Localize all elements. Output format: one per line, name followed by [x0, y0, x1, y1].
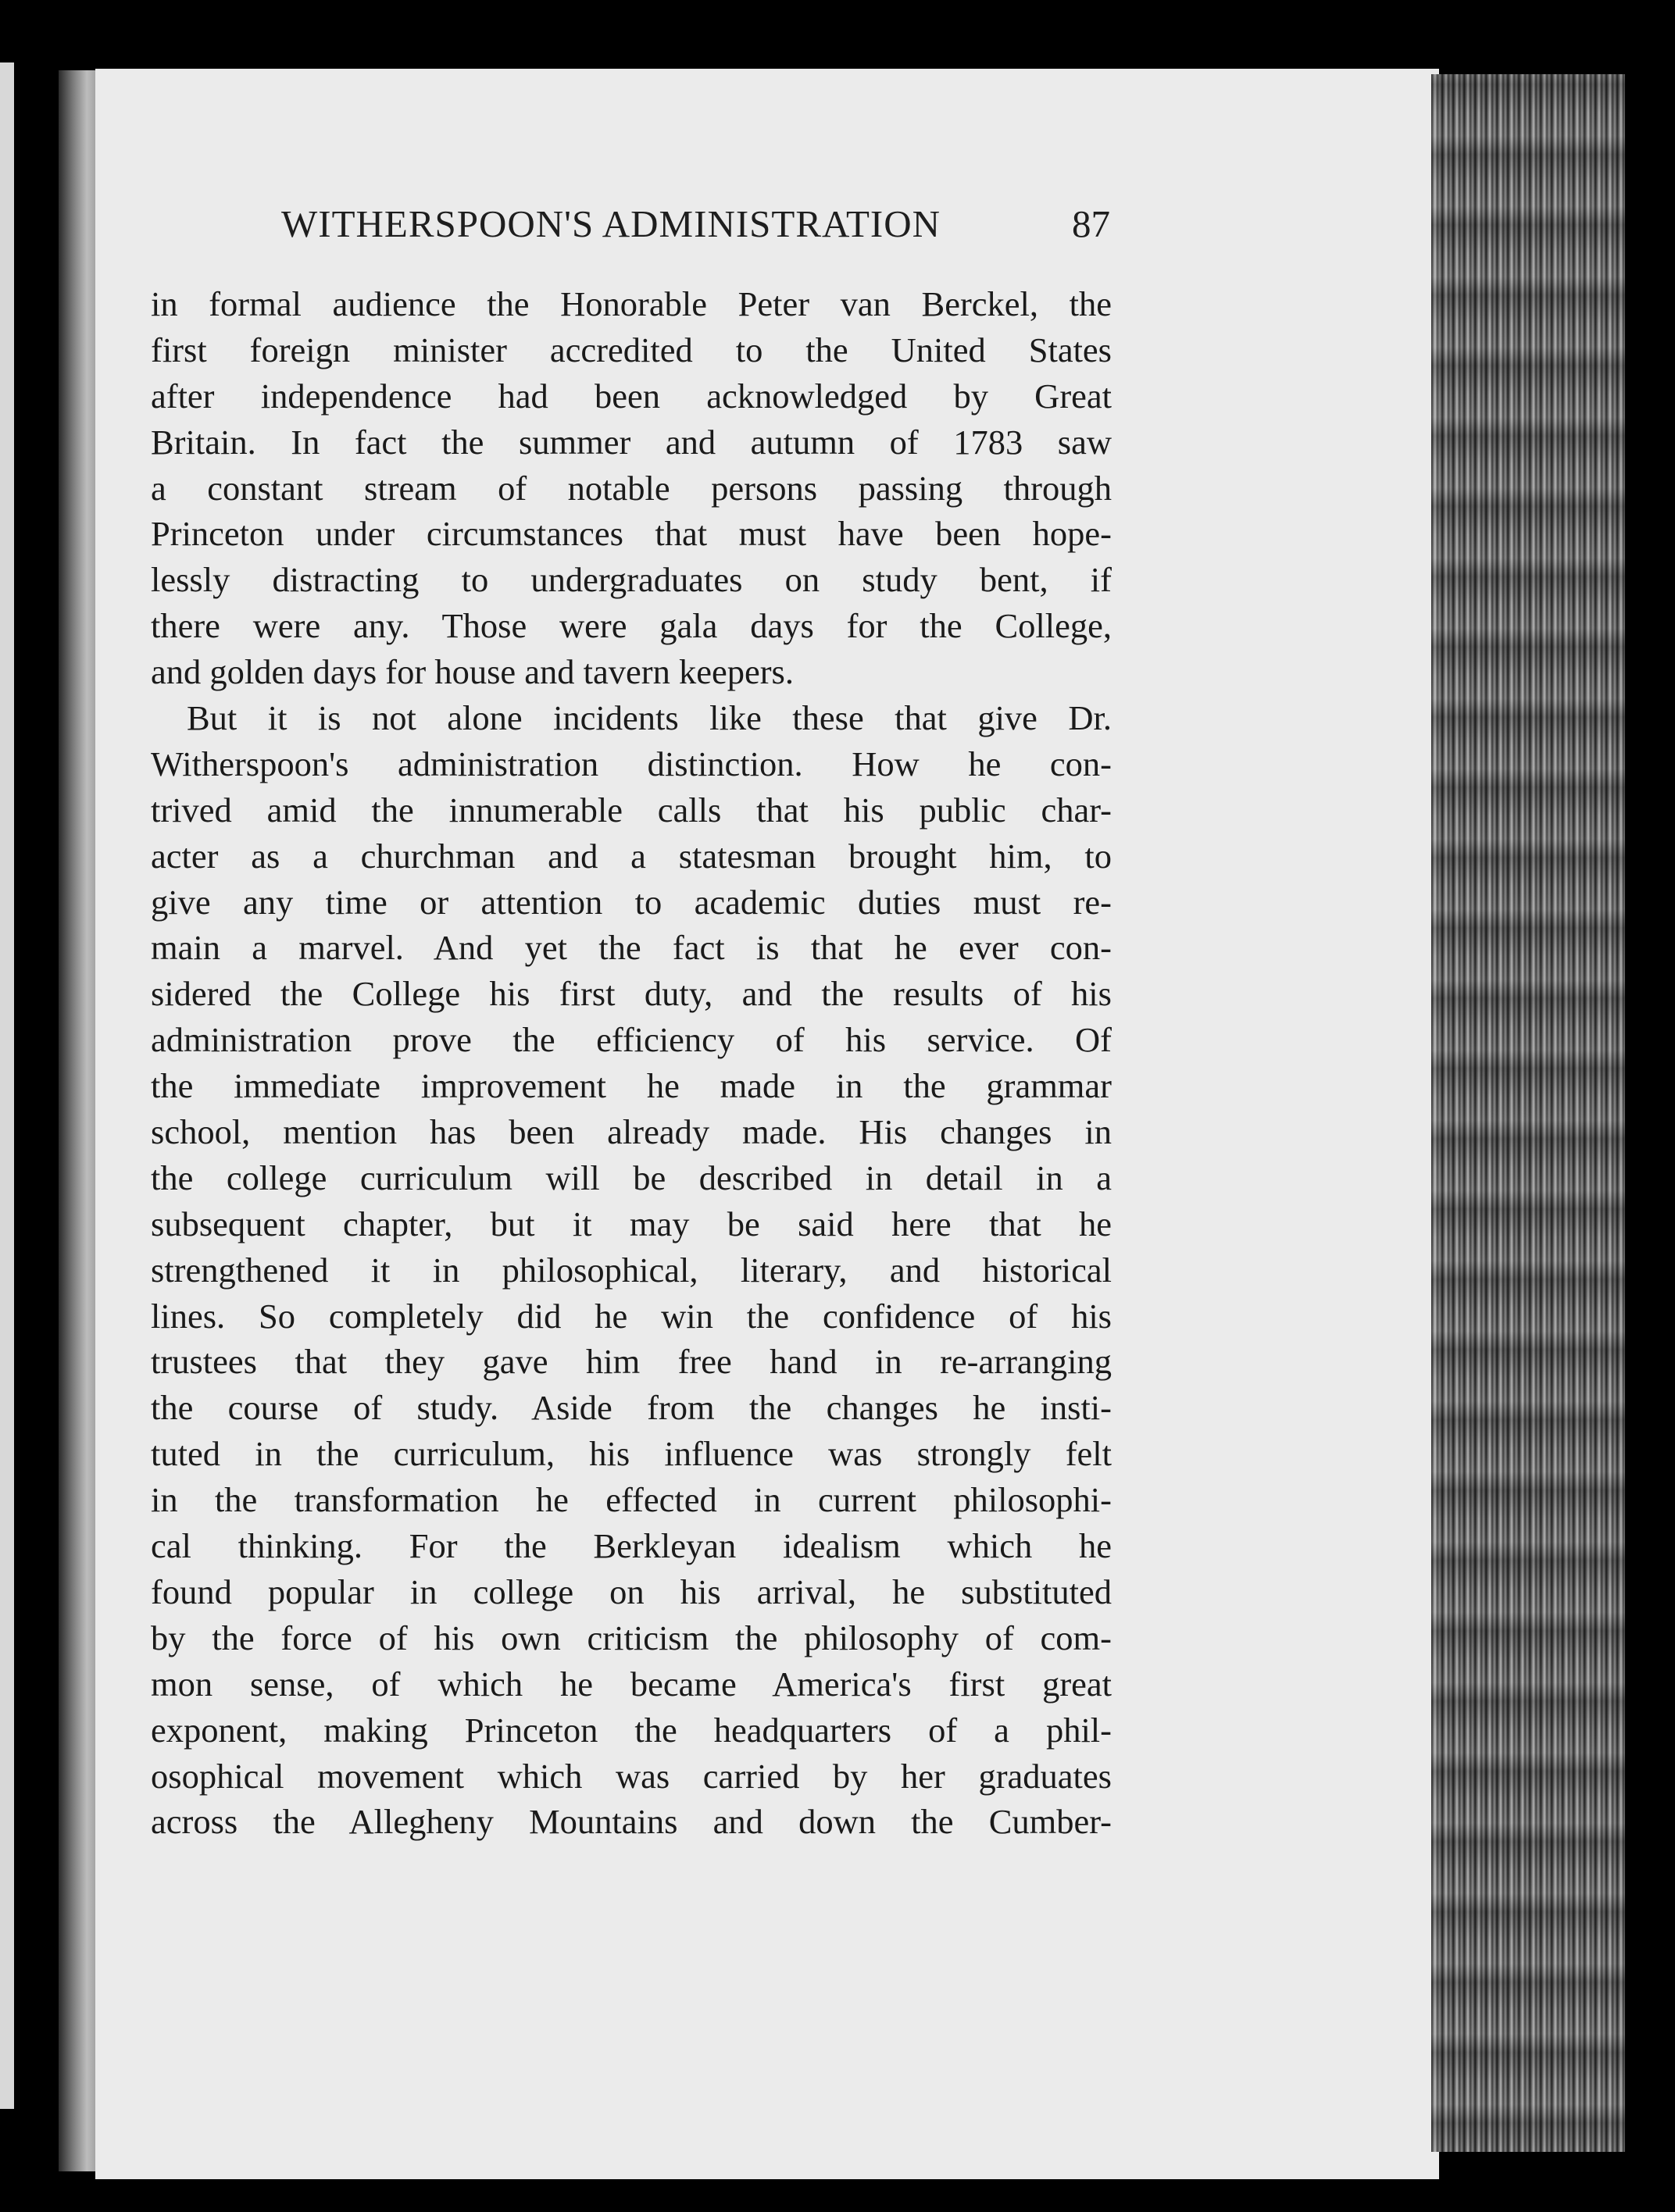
text-line: in the transformation he effected in current philosophi- — [151, 1480, 1112, 1520]
text-line: Princeton under circumstances that must have been hope- — [151, 514, 1112, 554]
text-line: by the force of his own criticism the philosophy of com- — [151, 1618, 1112, 1657]
text-line: osophical movement which was carried by her graduates — [151, 1756, 1112, 1796]
text-line: But it is not alone incidents like these that give Dr. — [187, 698, 1112, 738]
text-line: main a marvel. And yet the fact is that he ever con- — [151, 928, 1112, 968]
text-line: trustees that they gave him free hand in re-arranging — [151, 1342, 1112, 1382]
text-line: across the Allegheny Mountains and down the Cumber- — [151, 1802, 1112, 1842]
text-line: tuted in the curriculum, his influence was strongly felt — [151, 1434, 1112, 1474]
body-text — [151, 281, 1112, 1845]
text-line: and golden days for house and tavern keepers. — [151, 652, 794, 692]
text-line: mon sense, of which he became America's first great — [151, 1664, 1112, 1704]
text-line: after independence had been acknowledged by Great — [151, 376, 1112, 416]
text-line: administration prove the efficiency of his service. Of — [151, 1020, 1112, 1060]
text-line: lessly distracting to undergraduates on study bent, if — [151, 560, 1112, 600]
page-number: 87 — [1072, 202, 1110, 245]
text-line: subsequent chapter, but it may be said here that he — [151, 1204, 1112, 1243]
text-line: sidered the College his first duty, and the results of his — [151, 974, 1112, 1014]
text-line: Witherspoon's administration distinction. How he con- — [151, 744, 1112, 783]
text-line: exponent, making Princeton the headquarters of a phil- — [151, 1710, 1112, 1750]
book-gutter — [59, 70, 99, 2171]
text-line: first foreign minister accredited to the United States — [151, 330, 1112, 369]
text-line: cal thinking. For the Berkleyan idealism which he — [151, 1526, 1112, 1566]
text-line: acter as a churchman and a statesman brought him, to — [151, 836, 1112, 876]
facing-page-edge — [0, 62, 14, 2109]
text-line: a constant stream of notable persons passing through — [151, 468, 1112, 508]
text-line: the college curriculum will be described in detail in a — [151, 1158, 1112, 1197]
text-line: the immediate improvement he made in the grammar — [151, 1066, 1112, 1106]
text-line: the course of study. Aside from the changes he insti- — [151, 1388, 1112, 1428]
running-head: WITHERSPOON'S ADMINISTRATION — [281, 202, 941, 245]
text-line: give any time or attention to academic duties must re- — [151, 882, 1112, 922]
text-line: lines. So completely did he win the confidence of his — [151, 1296, 1112, 1336]
page-fore-edge-shading — [1431, 74, 1625, 2152]
text-line: in formal audience the Honorable Peter van Berckel, the — [151, 284, 1112, 323]
text-line: found popular in college on his arrival, he substituted — [151, 1572, 1112, 1611]
text-line: strengthened it in philosophical, literary, and historical — [151, 1250, 1112, 1290]
text-line: there were any. Those were gala days for the College, — [151, 606, 1112, 646]
text-line: Britain. In fact the summer and autumn of 1783 saw — [151, 422, 1112, 462]
text-line: trived amid the innumerable calls that his public char- — [151, 790, 1112, 830]
text-line: school, mention has been already made. His changes in — [151, 1112, 1112, 1152]
